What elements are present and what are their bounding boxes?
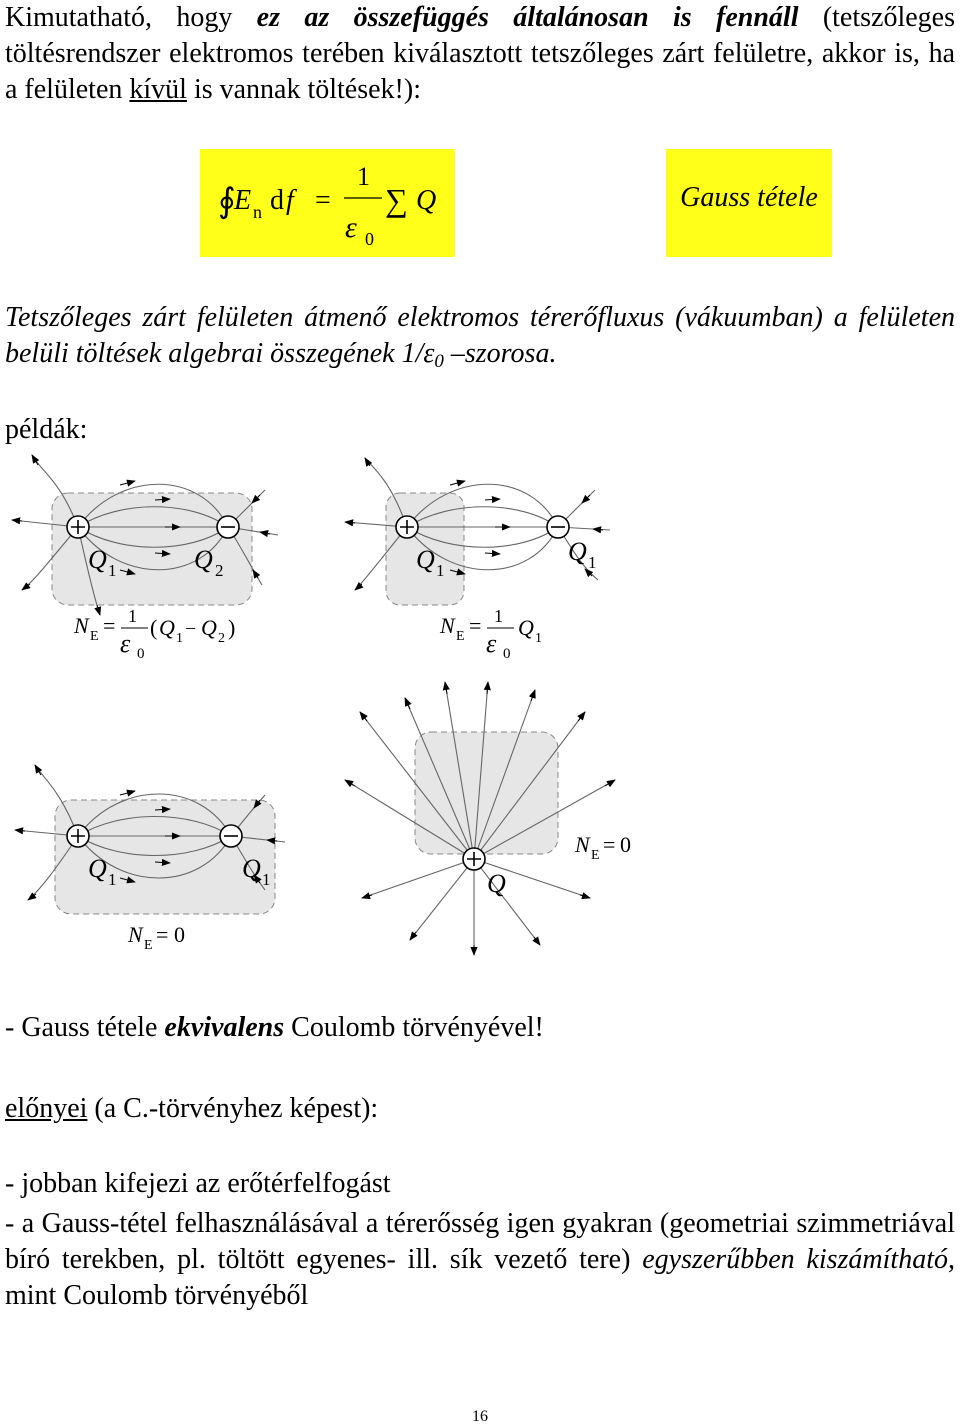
charge-label-right: Q bbox=[194, 545, 213, 574]
diagram-2 bbox=[345, 458, 610, 662]
flux-open: ( bbox=[150, 615, 158, 640]
diagram-3 bbox=[15, 765, 285, 953]
charge-label-right-sub: 1 bbox=[588, 553, 597, 572]
formula-num: 1 bbox=[357, 162, 370, 191]
equivalence-line bbox=[5, 1010, 955, 1046]
advantage-item-2-emphasis: egyszerűbben kiszámítható bbox=[642, 1244, 948, 1275]
flux-q2-sub: 2 bbox=[218, 631, 225, 646]
advantages-line bbox=[5, 1091, 955, 1127]
flux-eps: ε bbox=[120, 629, 131, 658]
charge-label-left-sub: 1 bbox=[108, 561, 117, 580]
equivalence-text-a: - Gauss tétele bbox=[5, 1012, 165, 1043]
flux-N: N bbox=[128, 922, 143, 947]
flux-eps: ε bbox=[486, 629, 497, 658]
charge-label-left: Q bbox=[416, 545, 435, 574]
flux-q2: Q bbox=[201, 615, 217, 640]
intro-text-b: (tetszőleges töltésrendszer elektromos terében kiválasztott tetszőleges zárt felületre, akkor is, ha a felületen bbox=[5, 2, 955, 105]
formula-E: E bbox=[234, 185, 252, 216]
flux-N: N bbox=[74, 613, 89, 638]
charge-label-right: Q bbox=[242, 854, 261, 883]
formula-n: n bbox=[253, 202, 262, 222]
formula-sigma: ∑ bbox=[385, 182, 408, 218]
integral-symbol: ∮ bbox=[218, 183, 236, 220]
formula-Q: Q bbox=[416, 185, 437, 216]
flux-N-sub: E bbox=[456, 629, 465, 644]
flux-val: 0 bbox=[174, 922, 185, 947]
advantage-item-1: - jobban kifejezi az erőtérfelfogást bbox=[5, 1168, 391, 1199]
intro-paragraph bbox=[5, 0, 955, 108]
charge-label-left: Q bbox=[88, 854, 107, 883]
intro-underlined: kívül bbox=[129, 74, 187, 105]
flux-eq: = bbox=[603, 832, 616, 857]
charge-label-left: Q bbox=[88, 545, 107, 574]
closed-surface bbox=[52, 493, 252, 605]
flux-eq: = bbox=[156, 922, 169, 947]
intro-emphasis: ez az összefüggés általánosan is fennáll bbox=[256, 2, 799, 33]
flux-N-sub: E bbox=[591, 848, 600, 863]
flux-q1: Q bbox=[159, 615, 175, 640]
theorem-name: Gauss tétele bbox=[680, 182, 818, 213]
flux-minus: – bbox=[186, 617, 195, 637]
flux-eps-sub: 0 bbox=[137, 646, 145, 662]
flux-q1-sub: 1 bbox=[176, 631, 183, 646]
advantage-item-2-text-a: - a Gauss-tétel felhasználásával a térerősség igen gyakran (geometriai szimmetriával bíró terekben, pl. töltött egyenes- ill. sík vezető tere) bbox=[5, 1208, 955, 1275]
examples-label: példák: bbox=[5, 414, 88, 445]
formula-f: f bbox=[286, 185, 294, 216]
diagram-4 bbox=[345, 682, 631, 955]
flux-val: 0 bbox=[620, 832, 631, 857]
page-number: 16 bbox=[472, 1408, 488, 1425]
statement-text-b: –szorosa. bbox=[443, 338, 557, 369]
charge-label: Q bbox=[487, 869, 506, 898]
statement-text-a: Tetszőleges zárt felületen átmenő elektromos térerőfluxus (vákuumban) a felületen belüli töltések algebrai összegének 1/ε bbox=[5, 302, 955, 369]
flux-close: ) bbox=[228, 615, 236, 640]
diagram-1 bbox=[12, 455, 278, 662]
flux-N-sub: E bbox=[90, 629, 99, 644]
charge-label-left-sub: 1 bbox=[108, 870, 117, 889]
flux-eq: = bbox=[469, 613, 482, 638]
gauss-formula bbox=[200, 149, 455, 257]
formula-eps: ε bbox=[345, 211, 357, 244]
advantages-underlined: előnyei bbox=[5, 1093, 88, 1124]
flux-eq: = bbox=[103, 613, 116, 638]
theorem-statement bbox=[5, 300, 955, 380]
flux-N: N bbox=[440, 613, 455, 638]
charge-label-left-sub: 1 bbox=[436, 561, 445, 580]
formula-eps-sub: 0 bbox=[365, 229, 374, 249]
flux-N-sub: E bbox=[144, 938, 153, 953]
flux-N: N bbox=[575, 832, 590, 857]
field-diagrams bbox=[0, 450, 960, 970]
intro-text-a: Kimutatható, hogy bbox=[5, 2, 257, 33]
advantage-item-2-text-c: , mint Coulomb törvényéből bbox=[5, 1244, 955, 1311]
formula-eq: = bbox=[315, 185, 331, 216]
statement-sub: 0 bbox=[434, 351, 444, 372]
flux-num: 1 bbox=[128, 606, 137, 626]
flux-q: Q bbox=[518, 615, 534, 640]
charge-label-right: Q bbox=[568, 537, 587, 566]
charge-label-right-sub: 2 bbox=[215, 561, 224, 580]
flux-eps-sub: 0 bbox=[503, 646, 511, 662]
flux-num: 1 bbox=[494, 606, 503, 626]
formula-d: d bbox=[270, 185, 284, 216]
equivalence-emphasis: ekvivalens bbox=[164, 1012, 285, 1043]
advantage-item-2 bbox=[5, 1206, 955, 1314]
charge-label-right-sub: 1 bbox=[262, 870, 271, 889]
equivalence-text-c: Coulomb törvényével! bbox=[284, 1012, 544, 1043]
intro-text-c: is vannak töltések!): bbox=[186, 74, 421, 105]
field-lines bbox=[345, 458, 610, 590]
advantages-text: (a C.-törvényhez képest): bbox=[87, 1093, 379, 1124]
flux-q-sub: 1 bbox=[535, 631, 542, 646]
